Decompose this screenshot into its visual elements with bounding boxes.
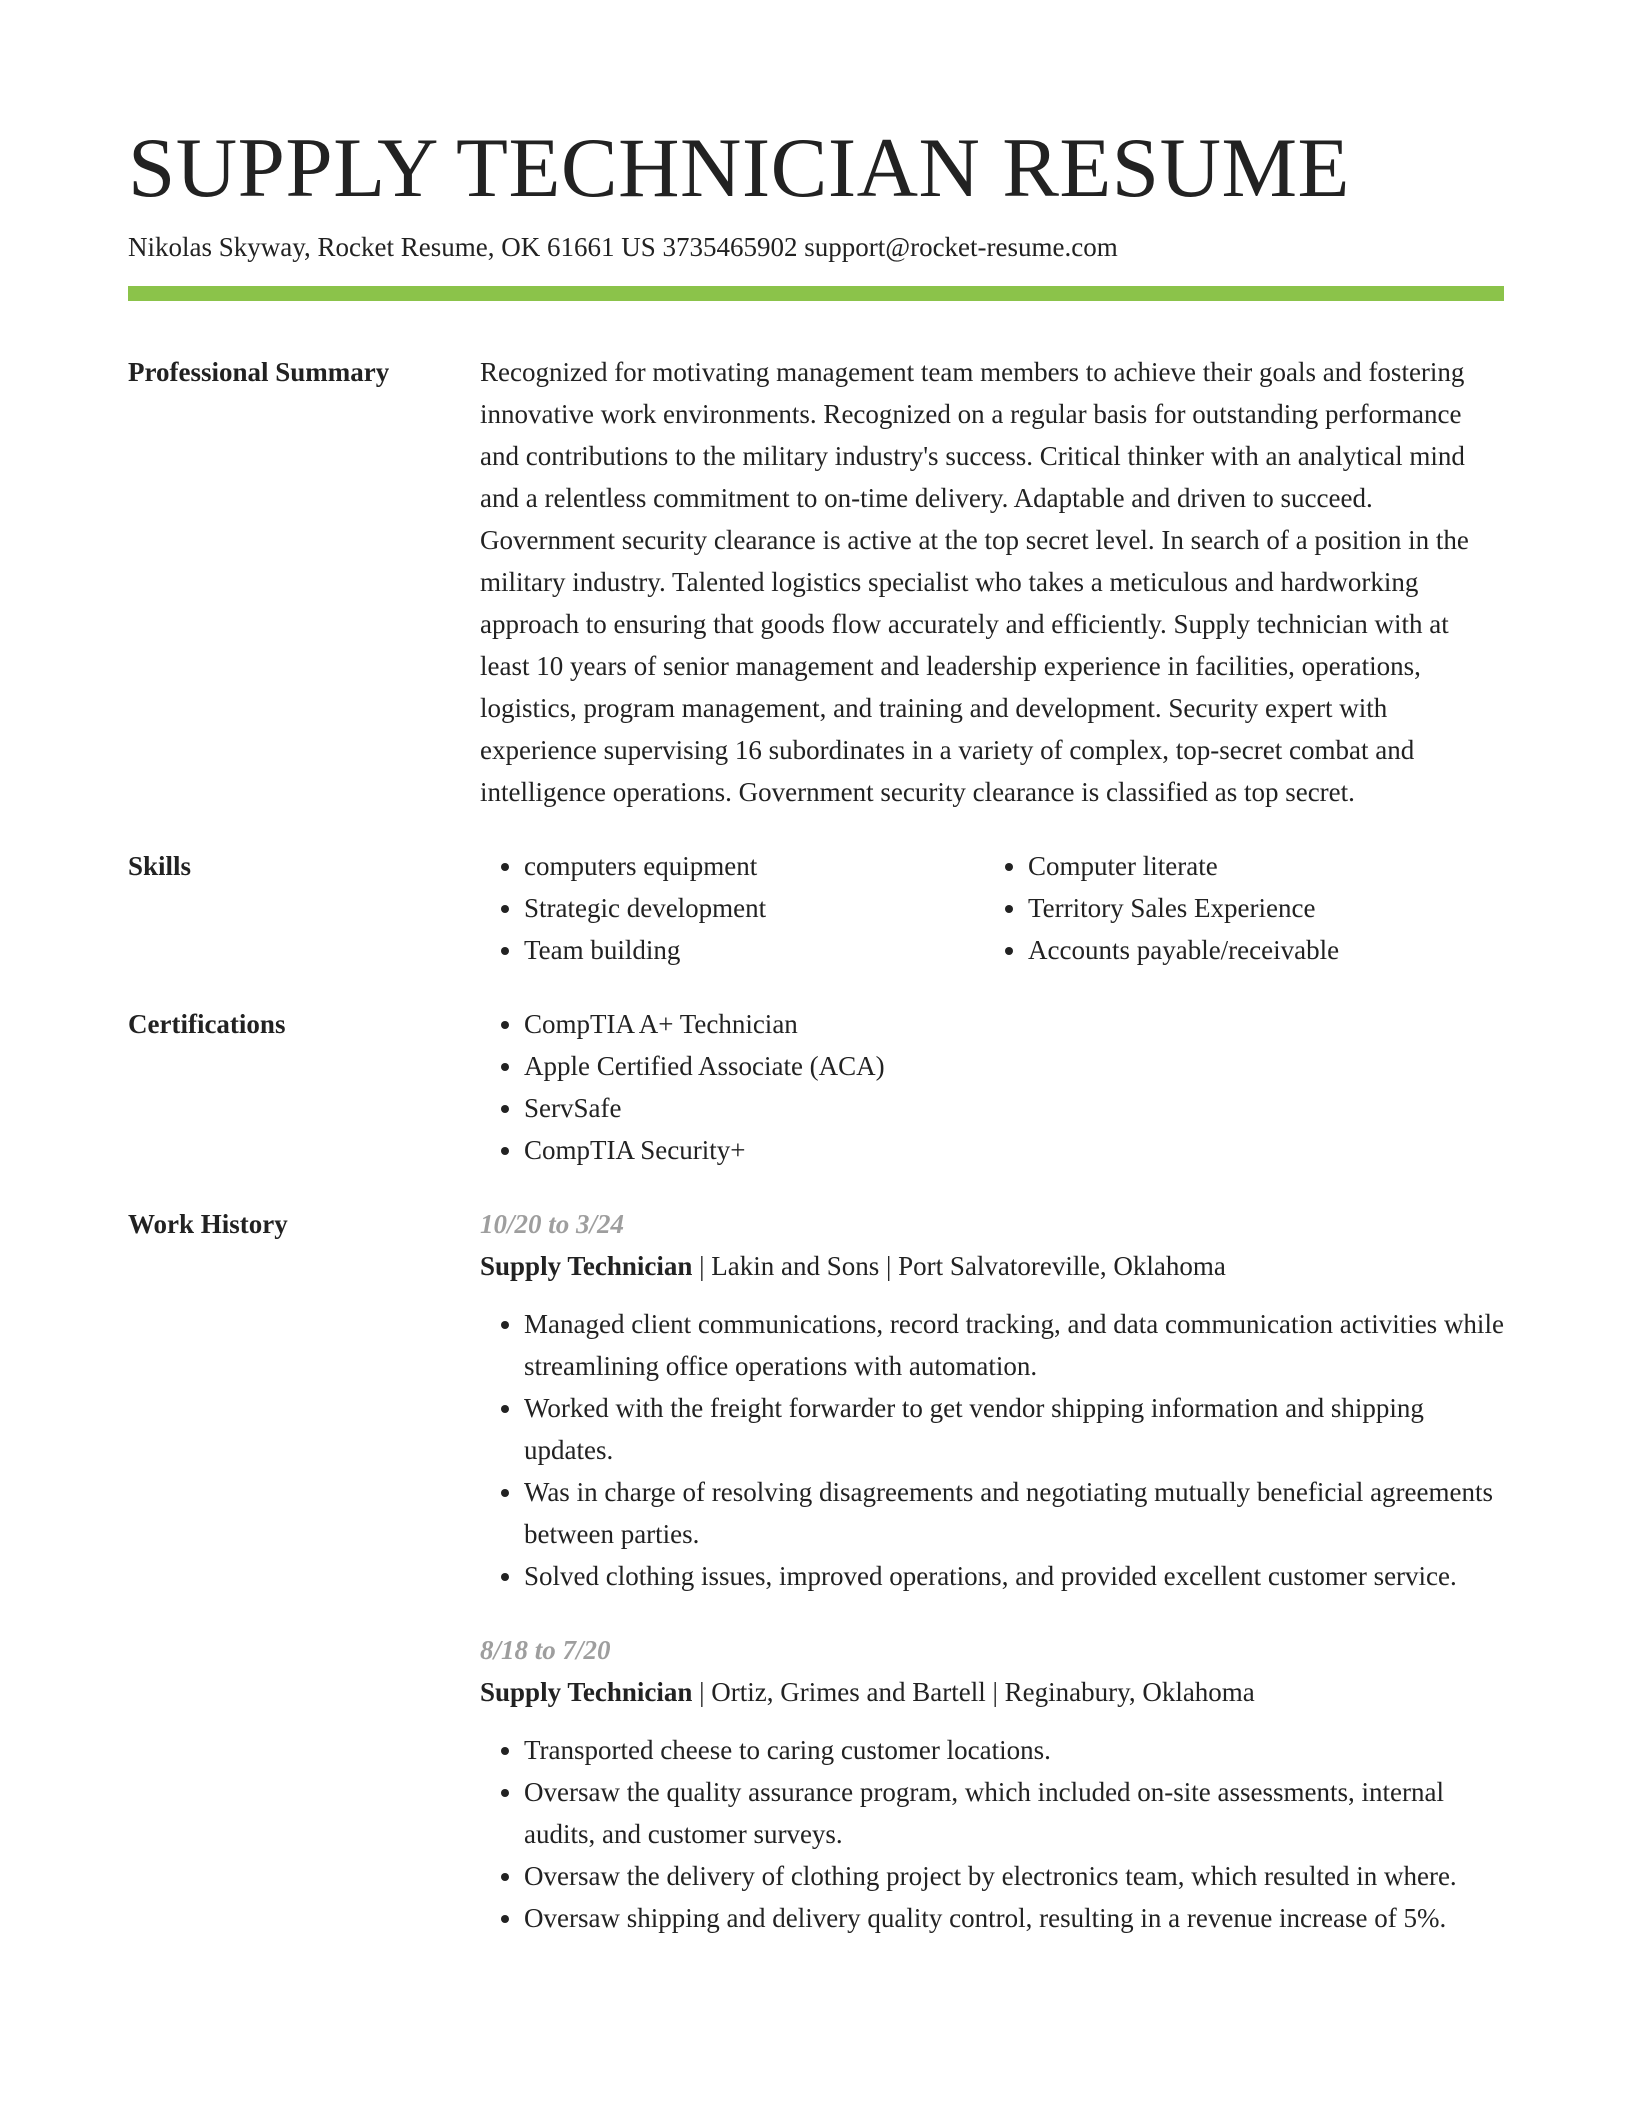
skill-item: • Territory Sales Experience — [1028, 887, 1488, 929]
job-bullet: • Was in charge of resolving disagreements and negotiating mutually beneficial agreements between parties. — [524, 1471, 1504, 1555]
job-dates: 10/20 to 3/24 — [480, 1209, 625, 1239]
skills-body — [480, 845, 1504, 971]
skills-column-right — [984, 845, 1488, 971]
job-details: | Lakin and Sons | Port Salvatoreville, Oklahoma — [692, 1251, 1226, 1281]
skill-item: • Accounts payable/receivable — [1028, 929, 1488, 971]
job-bullet: • Managed client communications, record tracking, and data communication activities while streamlining office operations with automation. — [524, 1303, 1504, 1387]
work-history-section — [128, 1203, 1504, 1939]
section-label-work-history: Work History — [128, 1209, 288, 1239]
professional-summary-section — [128, 351, 1504, 813]
job-title-line — [480, 1671, 1504, 1713]
skills-list-right — [984, 845, 1488, 971]
skills-column-left — [480, 845, 984, 971]
job-bullet: • Worked with the freight forwarder to get vendor shipping information and shipping updates. — [524, 1387, 1504, 1471]
job-entry — [480, 1629, 1504, 1939]
skills-grid — [480, 845, 1504, 971]
job-details: | Ortiz, Grimes and Bartell | Reginabury, Oklahoma — [692, 1677, 1255, 1707]
work-history-body — [480, 1203, 1504, 1939]
job-bullets — [480, 1729, 1504, 1939]
summary-body — [480, 351, 1504, 813]
resume-page — [128, 118, 1504, 1939]
certification-item: • CompTIA Security+ — [524, 1129, 1504, 1171]
certifications-list — [480, 1003, 1504, 1171]
skills-list-left — [480, 845, 984, 971]
job-dates: 8/18 to 7/20 — [480, 1635, 611, 1665]
job-title: Supply Technician — [480, 1251, 693, 1281]
skills-section — [128, 845, 1504, 971]
section-label-skills: Skills — [128, 851, 192, 881]
job-bullets — [480, 1303, 1504, 1597]
skill-item: • Computer literate — [1028, 845, 1488, 887]
header-divider — [128, 286, 1504, 301]
resume-title: SUPPLY TECHNICIAN RESUME — [128, 121, 1350, 215]
skill-item: • computers equipment — [524, 845, 984, 887]
section-label-summary: Professional Summary — [128, 357, 390, 387]
certification-item: • Apple Certified Associate (ACA) — [524, 1045, 1504, 1087]
job-title-line — [480, 1245, 1504, 1287]
certifications-section — [128, 1003, 1504, 1171]
certification-item: • CompTIA A+ Technician — [524, 1003, 1504, 1045]
contact-info: Nikolas Skyway, Rocket Resume, OK 61661 US 3735465902 support@rocket-resume.com — [128, 232, 1118, 262]
job-bullet: • Solved clothing issues, improved operations, and provided excellent customer service. — [524, 1555, 1504, 1597]
skill-item: • Team building — [524, 929, 984, 971]
job-bullet: • Transported cheese to caring customer locations. — [524, 1729, 1504, 1771]
job-entry — [480, 1203, 1504, 1597]
certifications-body — [480, 1003, 1504, 1171]
job-bullet: • Oversaw the quality assurance program, which included on-site assessments, internal audits, and customer surveys. — [524, 1771, 1504, 1855]
job-bullet: • Oversaw shipping and delivery quality control, resulting in a revenue increase of 5%. — [524, 1897, 1504, 1939]
certification-item: • ServSafe — [524, 1087, 1504, 1129]
skill-item: • Strategic development — [524, 887, 984, 929]
job-bullet: • Oversaw the delivery of clothing project by electronics team, which resulted in where. — [524, 1855, 1504, 1897]
section-label-certifications: Certifications — [128, 1009, 286, 1039]
job-title: Supply Technician — [480, 1677, 693, 1707]
summary-text: Recognized for motivating management team members to achieve their goals and fostering innovative work environments. Recognized on a regular basis for outstanding performance and contributions to the military industry's success. Critical thinker with an analytical mind and a relentless commitment to on-time delivery. Adaptable and driven to succeed. Government security clearance is active at the top secret level. In search of a position in the military industry. Talented logistics specialist who takes a meticulous and hardworking approach to ensuring that goods flow accurately and efficiently. Supply technician with at least 10 years of senior management and leadership experience in facilities, operations, logistics, program management, and training and development. Security expert with experience supervising 16 subordinates in a variety of complex, top-secret combat and intelligence operations. Government security clearance is classified as top secret. — [480, 357, 1469, 807]
